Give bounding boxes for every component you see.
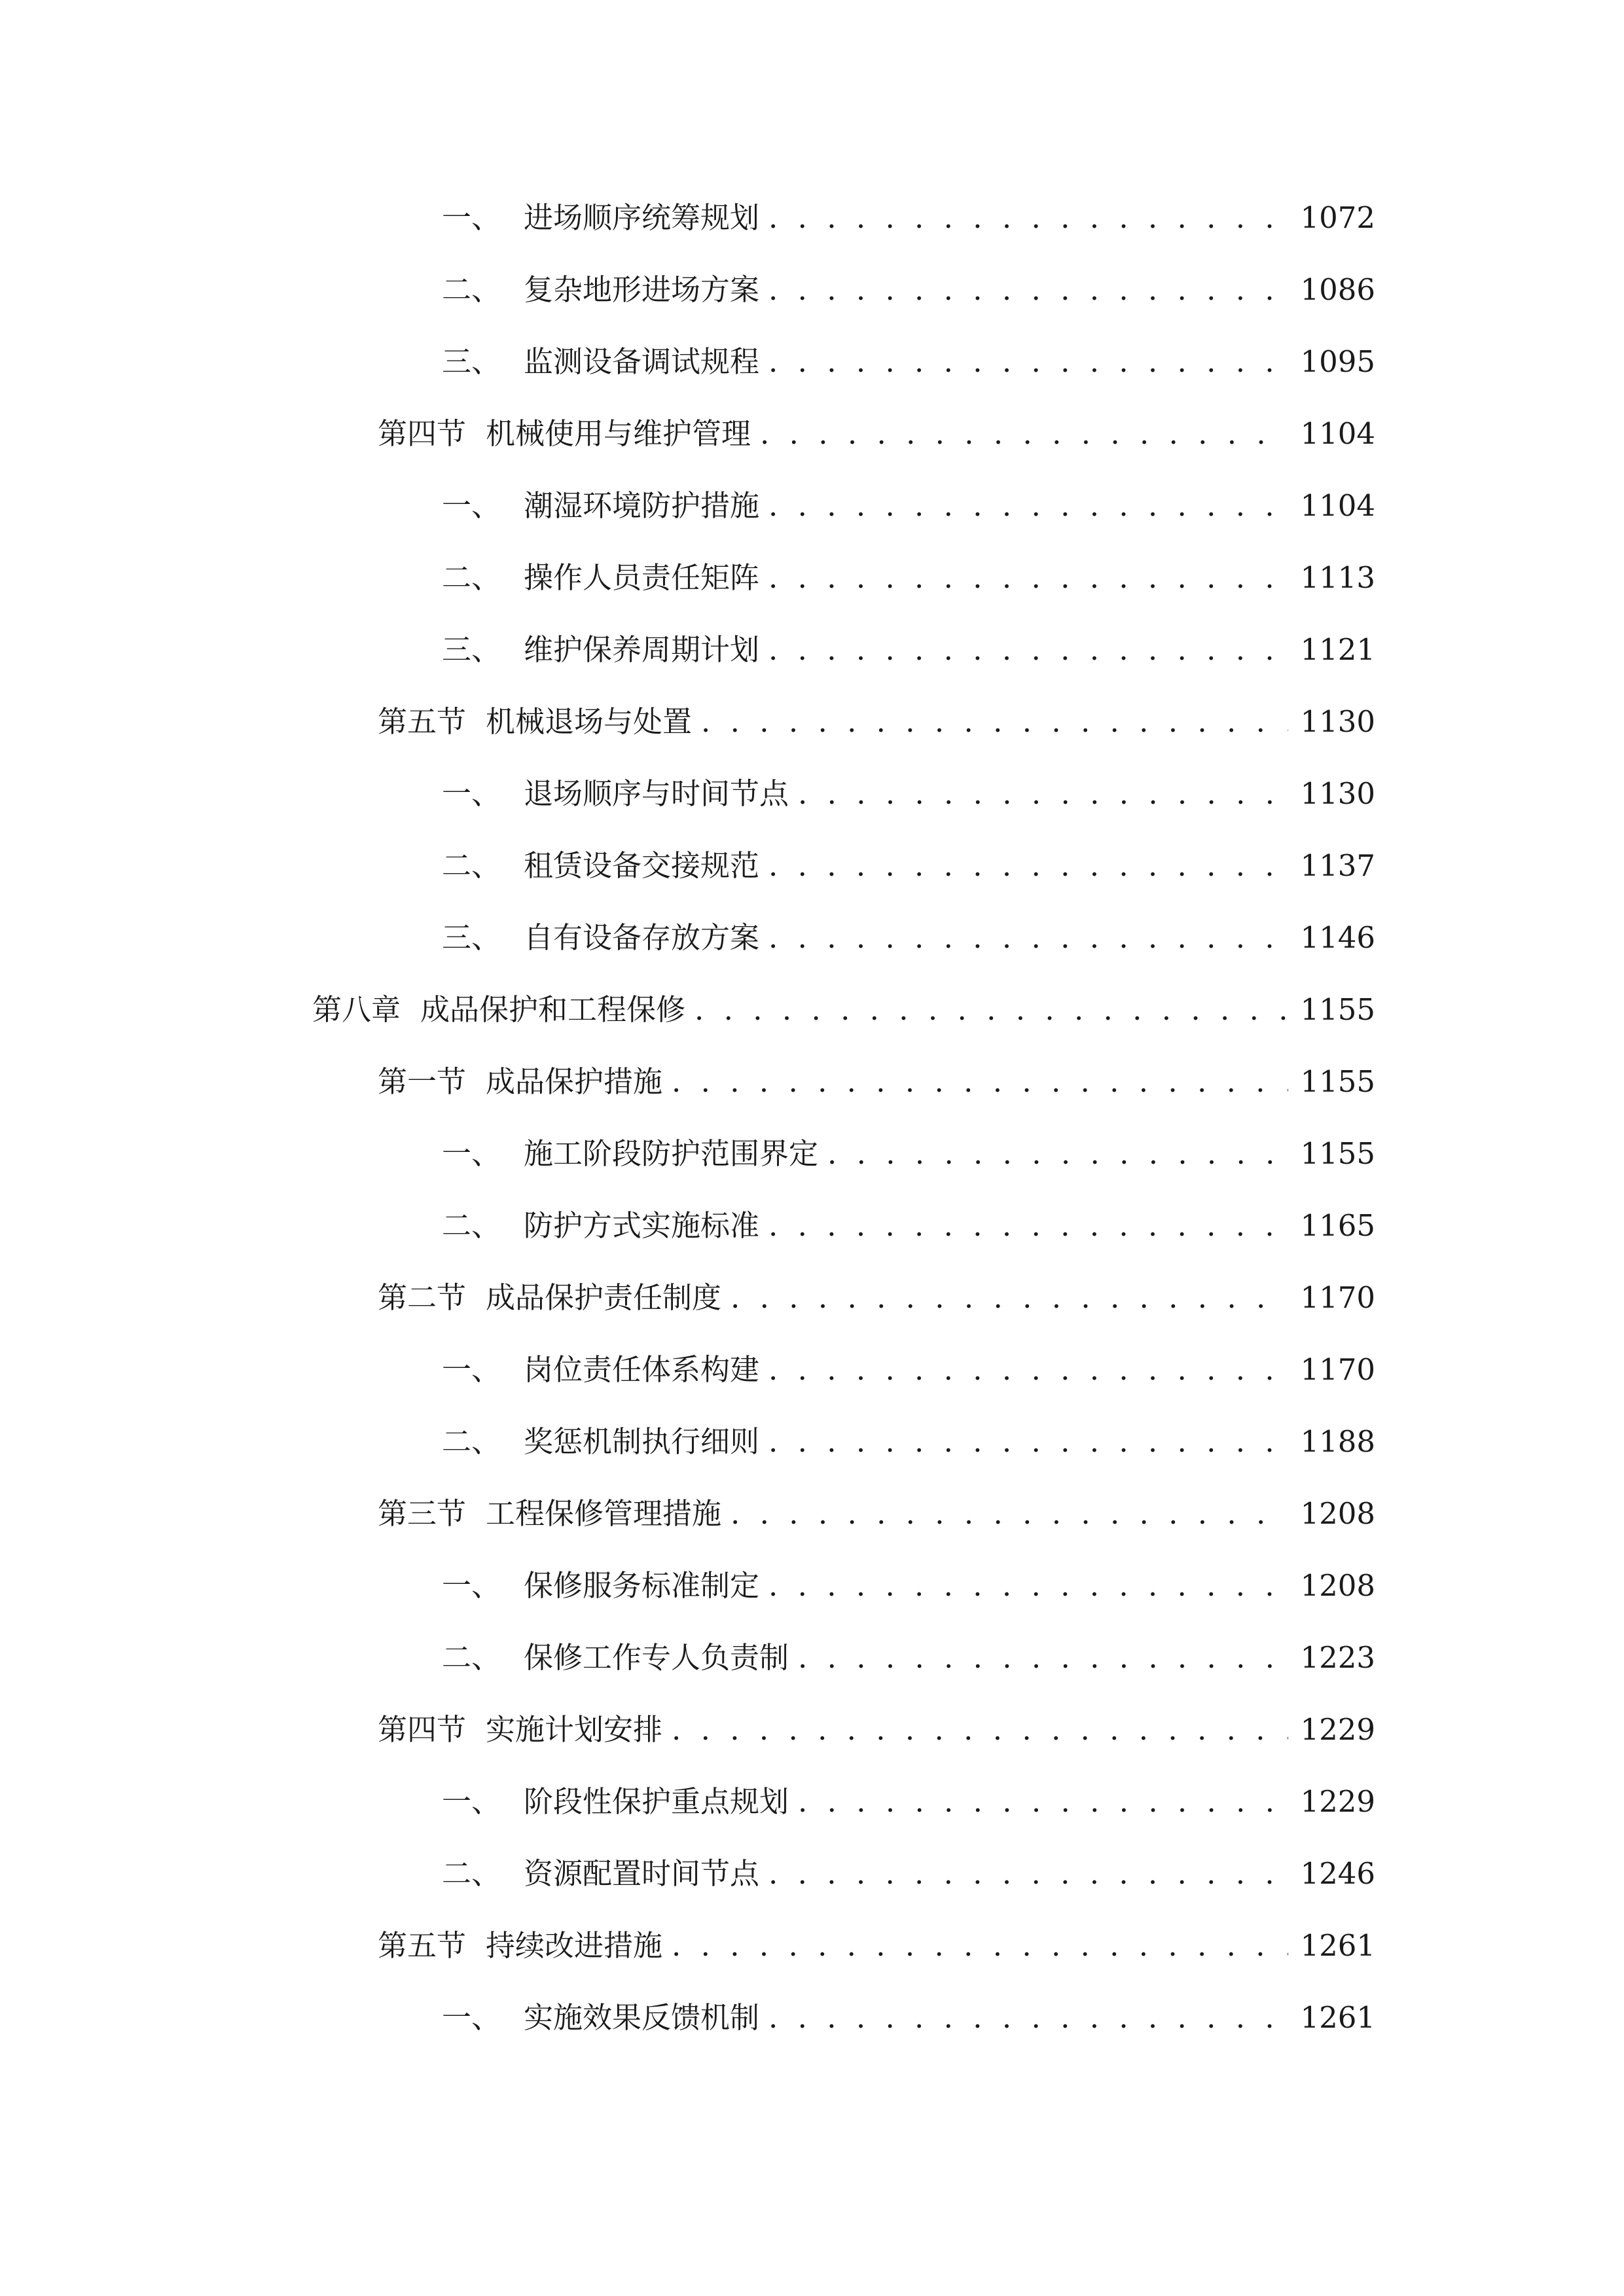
toc-entry-number: 第一节 [378,1064,467,1099]
toc-entry-page: 1229 [1300,1784,1375,1819]
toc-entry-page: 1261 [1300,1928,1375,1963]
toc-entry-number: 二、 [442,848,501,883]
toc-entry-title: 成品保护和工程保修 [420,992,686,1027]
toc-dot-leader [768,1560,1288,1612]
toc-entry-page: 1072 [1300,200,1375,235]
toc-entry-page: 1188 [1300,1424,1375,1459]
toc-entry-number: 一、 [442,2000,501,2035]
toc-entry[interactable] [378,1920,1375,1972]
toc-entry-title: 退场顺序与时间节点 [524,776,789,811]
toc-entry-number: 二、 [442,1208,501,1243]
toc-entry-title: 实施效果反馈机制 [524,2000,760,2035]
toc-entry[interactable] [312,984,1375,1036]
toc-entry-title: 机械退场与处置 [486,704,693,739]
toc-entry-number: 第八章 [312,992,401,1027]
toc-entry-title: 机械使用与维护管理 [486,416,751,451]
toc-entry-number: 二、 [442,1856,501,1891]
toc-dot-leader [798,768,1288,820]
toc-dot-leader [760,408,1288,460]
toc-entry[interactable] [378,1488,1375,1540]
toc-entry[interactable] [442,912,1375,964]
toc-dot-leader [768,912,1288,964]
toc-entry[interactable] [442,1632,1375,1684]
toc-entry-title: 岗位责任体系构建 [524,1352,760,1387]
toc-entry-page: 1165 [1300,1208,1375,1243]
toc-dot-leader [768,1200,1288,1252]
toc-entry-title: 租赁设备交接规范 [524,848,760,883]
toc-entry[interactable] [442,480,1375,532]
toc-entry-title: 维护保养周期计划 [524,632,760,667]
toc-entry-number: 第四节 [378,416,467,451]
toc-entry-page: 1170 [1300,1352,1375,1387]
toc-entry[interactable] [442,768,1375,820]
toc-entry-number: 三、 [442,344,501,379]
toc-entry-title: 保修工作专人负责制 [524,1640,789,1675]
toc-entry-number: 一、 [442,488,501,523]
toc-entry[interactable] [378,1272,1375,1324]
toc-entry-page: 1086 [1300,272,1375,307]
toc-entry[interactable] [378,408,1375,460]
toc-dot-leader [672,1056,1288,1108]
toc-entry[interactable] [442,1848,1375,1900]
toc-entry-number: 二、 [442,272,501,307]
toc-entry-title: 潮湿环境防护措施 [524,488,760,523]
toc-entry[interactable] [378,1056,1375,1108]
toc-entry[interactable] [442,1416,1375,1468]
toc-dot-leader [827,1128,1288,1180]
toc-entry-page: 1223 [1300,1640,1375,1675]
toc-dot-leader [768,192,1288,244]
toc-entry-title: 阶段性保护重点规划 [524,1784,789,1819]
toc-entry-page: 1170 [1300,1280,1375,1315]
toc-entry[interactable] [442,1560,1375,1612]
toc-dot-leader [731,1488,1288,1540]
toc-entry-number: 一、 [442,776,501,811]
toc-dot-leader [672,1704,1288,1756]
toc-entry-number: 三、 [442,920,501,955]
toc-entry-title: 施工阶段防护范围界定 [524,1136,819,1171]
toc-entry-title: 资源配置时间节点 [524,1856,760,1891]
toc-entry-title: 进场顺序统筹规划 [524,200,760,235]
toc-entry-page: 1130 [1300,776,1375,811]
toc-entry-title: 奖惩机制执行细则 [524,1424,760,1459]
toc-entry[interactable] [378,1704,1375,1756]
toc-entry-number: 三、 [442,632,501,667]
toc-entry-title: 持续改进措施 [486,1928,663,1963]
toc-dot-leader [768,624,1288,676]
toc-entry-page: 1137 [1300,848,1375,883]
toc-dot-leader [768,264,1288,316]
toc-entry[interactable] [442,336,1375,388]
toc-entry-page: 1155 [1300,1136,1375,1171]
toc-entry-title: 操作人员责任矩阵 [524,560,760,595]
toc-entry-title: 实施计划安排 [486,1712,663,1747]
toc-entry-number: 一、 [442,1136,501,1171]
toc-entry-title: 防护方式实施标准 [524,1208,760,1243]
toc-entry-number: 一、 [442,1784,501,1819]
toc-entry[interactable] [442,1200,1375,1252]
toc-dot-leader [768,552,1288,604]
toc-entry-title: 成品保护责任制度 [486,1280,722,1315]
toc-entry-number: 第二节 [378,1280,467,1315]
toc-entry[interactable] [442,1128,1375,1180]
toc-entry-number: 二、 [442,1640,501,1675]
toc-entry-number: 二、 [442,560,501,595]
toc-entry-page: 1104 [1300,488,1375,523]
toc-entry-number: 第五节 [378,704,467,739]
toc-entry[interactable] [442,840,1375,892]
toc-entry-page: 1130 [1300,704,1375,739]
toc-entry-page: 1095 [1300,344,1375,379]
toc-entry-number: 一、 [442,200,501,235]
toc-entry-page: 1261 [1300,2000,1375,2035]
toc-dot-leader [798,1776,1288,1828]
toc-dot-leader [768,1848,1288,1900]
toc-entry-number: 第五节 [378,1928,467,1963]
toc-dot-leader [695,984,1288,1036]
toc-entry-page: 1121 [1300,632,1375,667]
toc-entry-title: 工程保修管理措施 [486,1496,722,1531]
toc-entry-title: 监测设备调试规程 [524,344,760,379]
toc-entry-title: 保修服务标准制定 [524,1568,760,1603]
toc-entry-page: 1146 [1300,920,1375,955]
toc-entry-page: 1113 [1300,560,1375,595]
toc-entry-title: 复杂地形进场方案 [524,272,760,307]
toc-entry-page: 1208 [1300,1496,1375,1531]
toc-entry-number: 第四节 [378,1712,467,1747]
toc-dot-leader [768,1992,1288,2044]
toc-entry[interactable] [442,1344,1375,1396]
toc-entry-page: 1104 [1300,416,1375,451]
toc-entry-number: 二、 [442,1424,501,1459]
toc-dot-leader [798,1632,1288,1684]
toc-dot-leader [768,336,1288,388]
toc-entry[interactable] [442,624,1375,676]
toc-entry-number: 一、 [442,1352,501,1387]
toc-dot-leader [701,696,1288,748]
toc-entry[interactable] [378,696,1375,748]
toc-entry-page: 1229 [1300,1712,1375,1747]
toc-entry-page: 1208 [1300,1568,1375,1603]
toc-entry[interactable] [442,1776,1375,1828]
toc-entry-page: 1155 [1300,1064,1375,1099]
toc-entry-title: 自有设备存放方案 [524,920,760,955]
toc-entry-title: 成品保护措施 [486,1064,663,1099]
toc-dot-leader [768,480,1288,532]
toc-entry[interactable] [442,1992,1375,2044]
toc-entry-number: 一、 [442,1568,501,1603]
toc-dot-leader [768,1416,1288,1468]
toc-entry[interactable] [442,264,1375,316]
toc-entry[interactable] [442,552,1375,604]
toc-dot-leader [731,1272,1288,1324]
toc-dot-leader [768,1344,1288,1396]
toc-entry-page: 1246 [1300,1856,1375,1891]
toc-entry[interactable] [442,192,1375,244]
toc-dot-leader [672,1920,1288,1972]
toc-entry-page: 1155 [1300,992,1375,1027]
toc-dot-leader [768,840,1288,892]
toc-entry-number: 第三节 [378,1496,467,1531]
